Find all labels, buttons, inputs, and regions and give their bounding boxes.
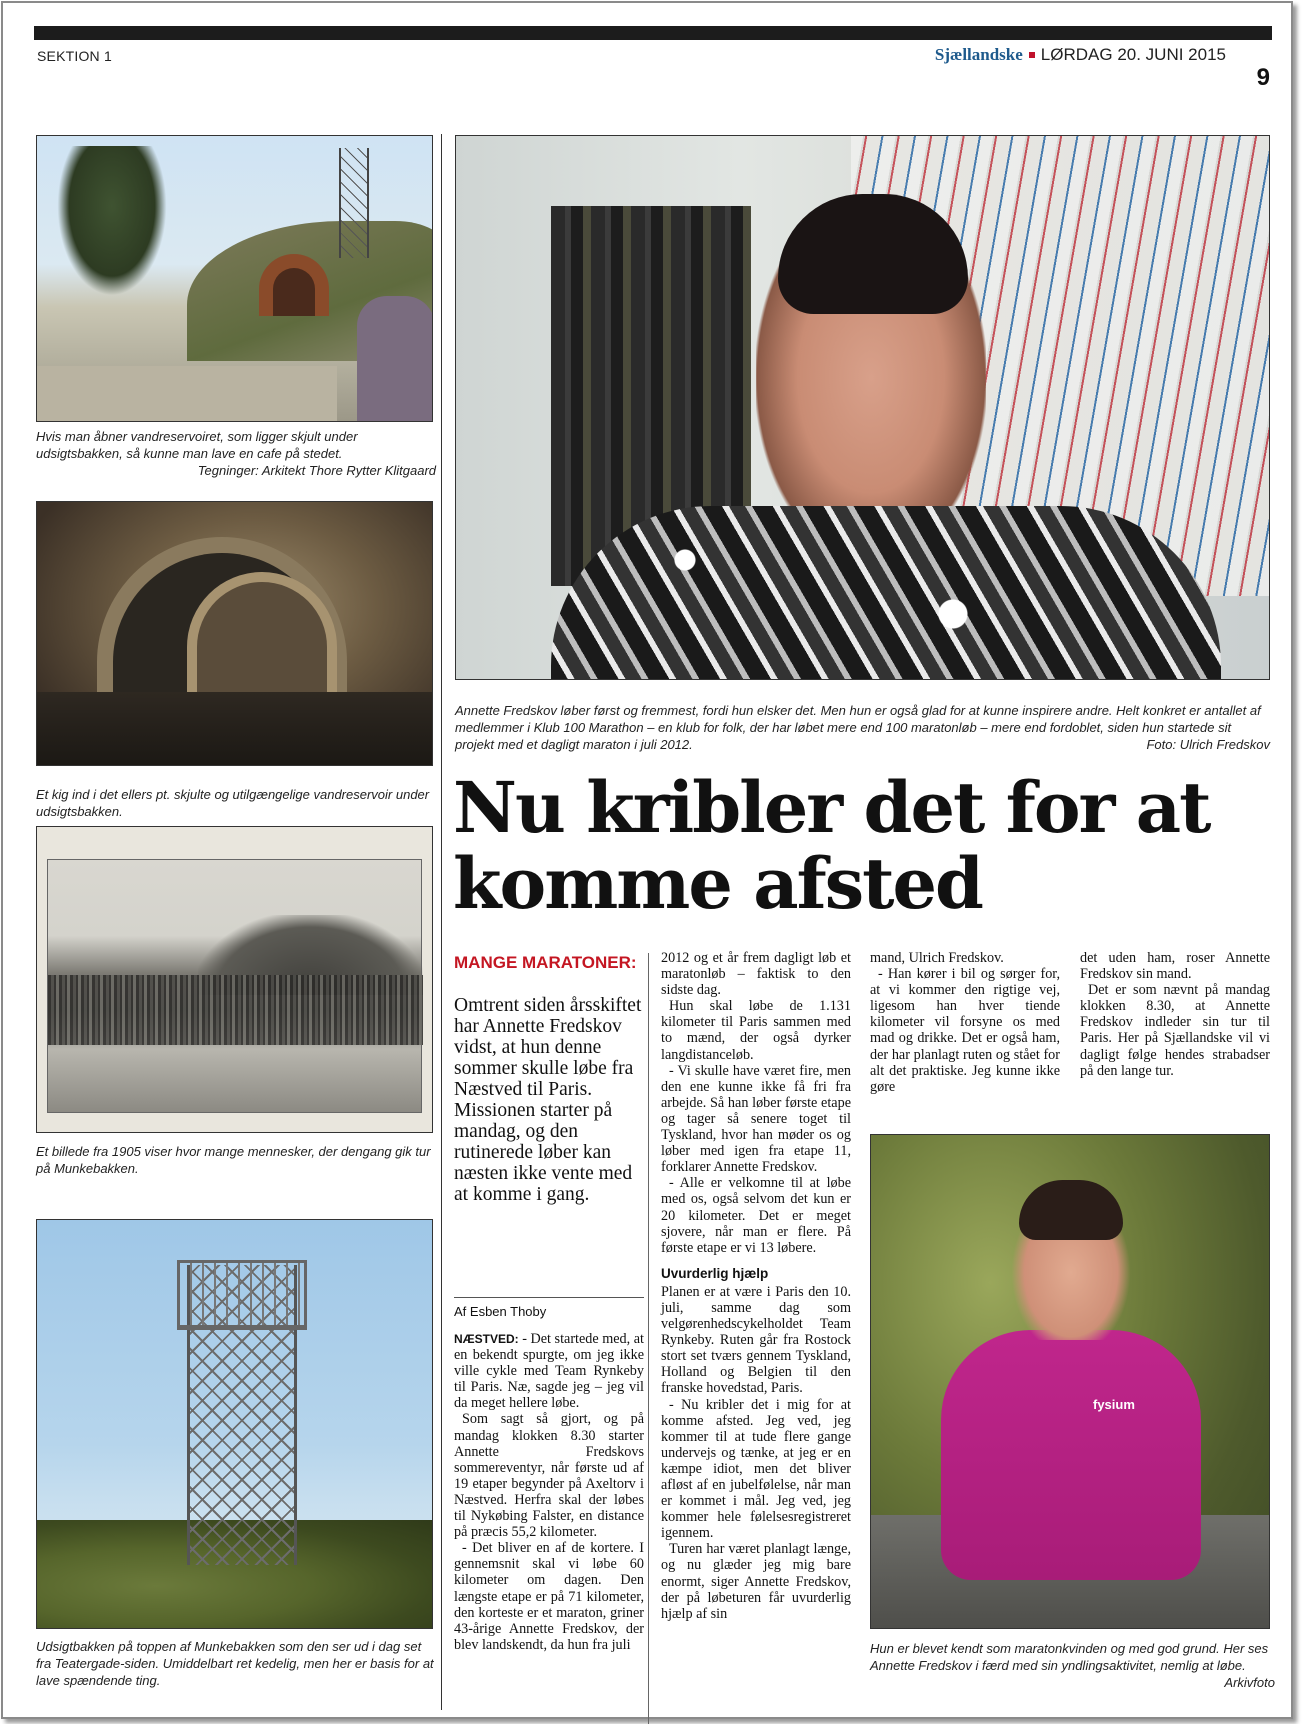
dateline: NÆSTVED: <box>454 1332 519 1346</box>
paragraph: Det er som nævnt på mandag klokken 8.30, at Annette Fredskov indleder sin tur til Paris. Her på Sjællandske vil vi dagligt følge hendes strabadser på den lange tur. <box>1080 982 1270 1079</box>
headline: Nu kribler det for at komme afsted <box>453 766 1210 925</box>
paragraph: Som sagt så gjort, og på mandag klokken 8.30 starter Annette Fredskovs sommereventyr, når første ud af 19 etaper begynder på Axeltorv i Næstved. Herfra skal der løbes til Nykøbing Falster, en distance på præcis 55,2 kilometer. <box>454 1411 644 1541</box>
issue-date: LØRDAG 20. JUNI 2015 <box>1040 45 1226 64</box>
shirt-logo: fysium <box>1093 1397 1135 1412</box>
paragraph: - Han kører i bil og sørger for, at vi kommer den rigtige vej, ligesom han hver tiende kilometer vil forsyne os med mad og drikke. Det er også ham, der har planlagt ruten og stået for alt det praktiske. Jeg kunne ikke gøre <box>870 966 1060 1095</box>
paragraph: Hun skal løbe de 1.131 kilometer til Paris sammen med to mænd, der også dyrker langdistanceløb. <box>661 998 851 1063</box>
caption-text: Annette Fredskov løber først og fremmest, fordi hun elsker det. Men hun er også glad for at kunne inspirere andre. Helt konkret er antallet af medlemmer i Klub 100 Marathon – en klub for folk, der har løbet mere end 100 maratonløb – mere end fordoblet, siden hun startede sit projekt med et dagligt maraton i juli 2012. <box>455 703 1261 752</box>
subheading: Uvurderlig hjælp <box>661 1265 769 1281</box>
byline: Af Esben Thoby <box>454 1297 644 1319</box>
section-label: SEKTION 1 <box>37 48 112 64</box>
paragraph: - Det bliver en af de kortere. I gennemsnit skal vi løbe 60 kilometer om dagen. Den længste etape er på 71 kilometer, den korteste er et maraton, griner 43-årige Annette Fredskov, der blev landskendt, da hun fra juli <box>454 1540 644 1653</box>
lead-paragraph: Omtrent siden årsskiftet har Annette Fredskov vidst, at hun denne sommer skulle løbe fra Næstved til Paris. Missionen starter på mandag, og den rutinerede løber kan næsten ikke vente med at komme i gang. <box>454 995 642 1205</box>
paragraph: det uden ham, roser Annette Fredskov sin mand. <box>1080 950 1270 983</box>
photo-credit: Arkivfoto <box>1224 1675 1275 1690</box>
body-column-2 <box>661 950 851 1622</box>
top-rule <box>34 26 1272 40</box>
paragraph: NÆSTVED: - Det startede med, at en bekendt spurgte, om jeg ikke ville cykle med Team Rynkeby til Paris. Næ, sagde jeg – jeg vil da meget hellere løbe. <box>454 1331 644 1412</box>
caption-text: Hun er blevet kendt som maratonkvinden og med god grund. Her ses Annette Fredskov i færd med sin yndlingsaktivitet, nemlig at løbe. <box>870 1641 1269 1673</box>
caption-main <box>455 702 1270 753</box>
body-column-1 <box>454 1331 644 1653</box>
photo-credit: Foto: Ulrich Fredskov <box>1146 737 1270 752</box>
caption-reservoir-interior: Et kig ind i det ellers pt. skjulte og utilgængelige vandreservoir under udsigtsbakken. <box>36 787 430 819</box>
caption-reservoir-drawing <box>36 428 436 479</box>
caption-1905: Et billede fra 1905 viser hvor mange mennesker, der dengang gik tur på Munkebakken. <box>36 1144 431 1176</box>
body-column-4 <box>1080 950 1270 1079</box>
brand-name: Sjællandske <box>934 45 1023 64</box>
paragraph: mand, Ulrich Fredskov. <box>870 950 1004 966</box>
paragraph: Planen er at være i Paris den 10. juli, samme dag som velgørenhedscykelholdet Team Rynkeby. Ruten går fra Rostock stort set tværs gennem Tyskland, Holland og Belgien til den franske hovedstad, Paris. <box>661 1283 851 1397</box>
kicker: MANGE MARATONER: <box>454 953 637 972</box>
separator-square-icon <box>1029 52 1035 58</box>
reservoir-cafe-drawing <box>36 135 433 422</box>
masthead <box>935 45 1226 65</box>
paragraph: - Vi skulle have været fire, men den ene kunne ikke få fri fra arbejde. Så han løber første etape og tager så senere toget til Tyskland, hvor han møder os og løber med igen fra etape 11, forklarer Annette Fredskov. <box>661 1062 851 1176</box>
column-divider <box>441 134 442 1710</box>
page-number: 9 <box>1256 64 1270 91</box>
paragraph: - Alle er velkomne til at løbe med os, også selvom det kun er 20 kilometer. Det er meget sjovere, når man er flere. På første etape er vi 13 løbere. <box>661 1175 851 1256</box>
lookout-tower-photo <box>36 1219 433 1629</box>
historic-1905-photo <box>36 826 433 1133</box>
caption-runner <box>870 1640 1275 1691</box>
photo-credit: Tegninger: Arkitekt Thore Rytter Klitgaard <box>197 463 436 478</box>
paragraph: Turen har været planlagt længe, og nu glæder jeg mig bare enormt, siger Annette Fredskov, der på løbeturen får uvurderlig hjælp af sin <box>661 1541 851 1622</box>
column-rule <box>648 953 649 1724</box>
paragraph: 2012 og et år frem dagligt løb et maratonløb – faktisk to den sidste dag. <box>661 950 851 999</box>
paragraph: - Nu kribler det i mig for at komme afsted. Jeg ved, jeg kommer til at tude flere gange undervejs og tænke, at jeg er en kæmpe idiot, men det bliver afløst af en jubelfølelse, når man er kommet i mål. Jeg ved, jeg kommer hele følelsesregistreret igennem. <box>661 1396 851 1542</box>
caption-text: Hvis man åbner vandreservoiret, som ligger skjult under udsigtsbakken, så kunne man lave en cafe på stedet. <box>36 429 358 461</box>
caption-tower: Udsigtbakken på toppen af Munkebakken som den ser ud i dag set fra Teatergade-siden. Umiddelbart ret kedelig, men her er basis for at lave spændende ting. <box>36 1639 434 1688</box>
reservoir-interior-photo <box>36 501 433 766</box>
body-column-3 <box>870 950 1060 1095</box>
runner-photo <box>870 1134 1270 1629</box>
main-portrait-photo <box>455 135 1270 680</box>
